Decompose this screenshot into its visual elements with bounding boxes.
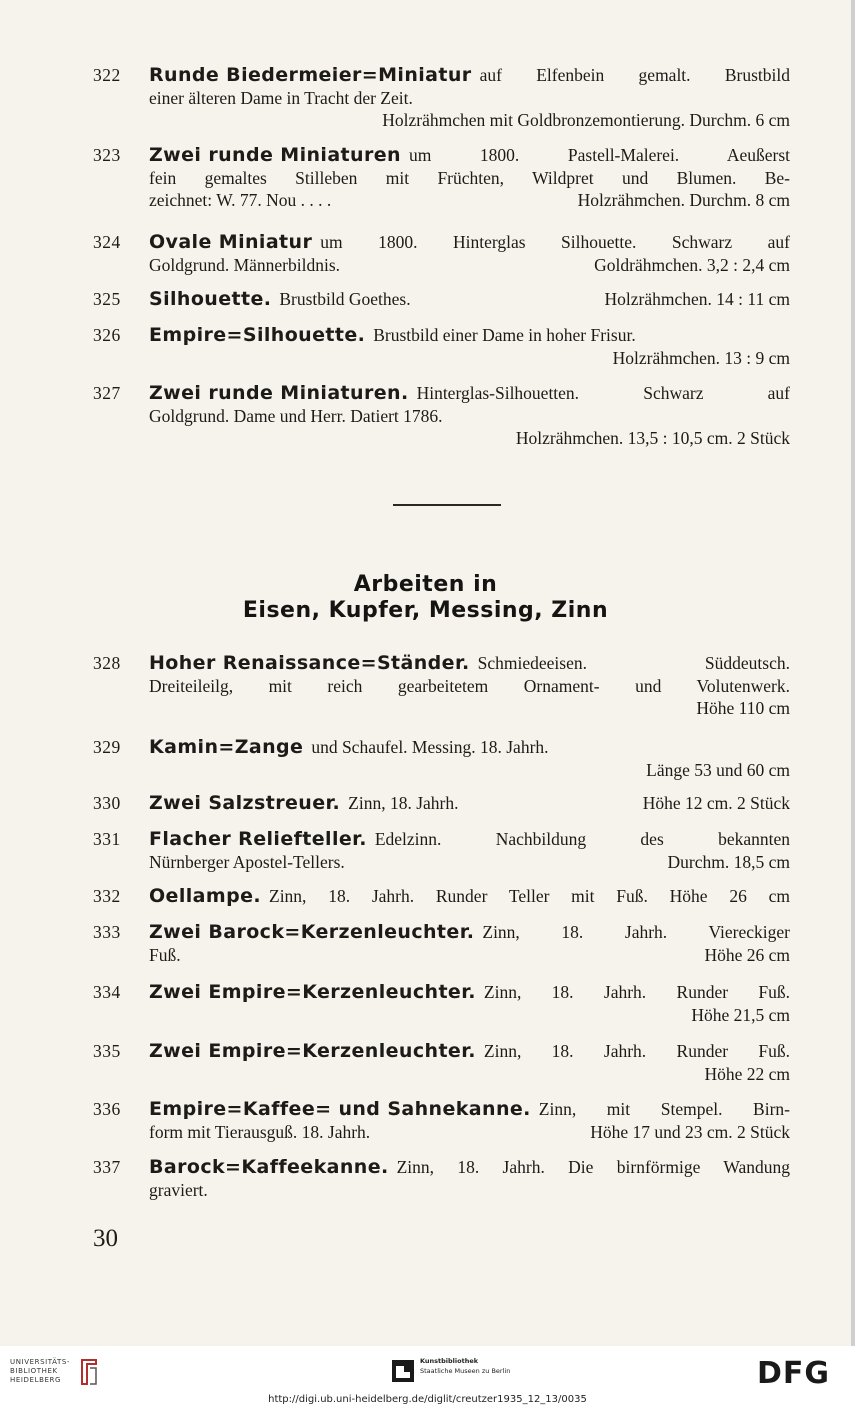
line-right-text: Höhe 17 und 23 cm. 2 Stück <box>590 1121 790 1142</box>
line-right-text: Höhe 12 cm. 2 Stück <box>642 793 790 813</box>
entry-line <box>149 324 790 347</box>
entry-line <box>149 944 790 967</box>
entry-line <box>149 885 790 908</box>
line-text: Zinn, 18. Jahrh. Die birnförmige Wandung <box>396 1157 790 1177</box>
entry-line <box>149 828 790 851</box>
catalog-entry <box>93 981 790 1026</box>
line-text: Holzrähmchen mit Goldbronzemontierung. Durchm. 6 cm <box>382 110 790 130</box>
line-text: einer älteren Dame in Tracht der Zeit. <box>149 87 413 108</box>
line-text: um 1800. Hinterglas Silhouette. Schwarz auf <box>320 232 790 252</box>
line-text: Zinn, mit Stempel. Birn- <box>538 1099 790 1119</box>
line-text: Länge 53 und 60 cm <box>646 759 790 780</box>
kunstbibliothek-subtitle: Staatliche Museen zu Berlin <box>420 1367 511 1375</box>
university-line-1: UNIVERSITÄTS- <box>10 1358 71 1366</box>
entry-line <box>149 921 790 944</box>
kunstbibliothek-name: Kunstbibliothek <box>420 1357 479 1365</box>
line-text: Zinn, 18. Jahrh. Runder Fuß. <box>483 982 790 1002</box>
catalog-entry <box>93 64 790 132</box>
dfg-logo: DFG <box>757 1356 831 1391</box>
lot-number: 323 <box>93 145 121 165</box>
entry-line <box>149 427 790 450</box>
entry-line <box>149 347 790 370</box>
lot-number: 324 <box>93 232 121 252</box>
lot-title: Empire=Silhouette. <box>149 324 366 346</box>
lot-number: 332 <box>93 886 121 906</box>
kunstbibliothek-icon <box>392 1360 414 1382</box>
catalog-entry <box>93 324 790 369</box>
entry-line <box>149 1156 790 1179</box>
line-text: Höhe 110 cm <box>696 698 790 718</box>
line-right-text: Holzrähmchen. Durchm. 8 cm <box>577 190 790 210</box>
lot-title: Hoher Renaissance=Ständer. <box>149 652 470 674</box>
catalog-entry <box>93 921 790 966</box>
entry-line <box>149 1063 790 1086</box>
lot-number: 331 <box>93 829 121 849</box>
entry-line <box>149 1004 790 1027</box>
lot-title: Zwei runde Miniaturen. <box>149 382 409 404</box>
catalog-entry <box>93 652 790 720</box>
lot-title: Silhouette. <box>149 288 272 310</box>
lot-title: Zwei Empire=Kerzenleuchter. <box>149 1040 476 1062</box>
entry-text <box>149 324 790 369</box>
lot-number: 325 <box>93 289 121 309</box>
catalog-entry <box>93 792 790 815</box>
entry-text <box>149 231 790 276</box>
line-right-text: Holzrähmchen. 14 : 11 cm <box>604 289 790 309</box>
lot-number: 334 <box>93 982 121 1002</box>
catalog-entry <box>93 1040 790 1085</box>
line-text: Dreiteileilg, mit reich gearbeitetem Ornament- und Volutenwerk. <box>149 675 790 696</box>
entry-text <box>149 288 790 311</box>
entry-line <box>149 167 790 190</box>
entry-line <box>149 675 790 698</box>
entry-line <box>149 189 790 212</box>
lot-title: Flacher Reliefteller. <box>149 828 367 850</box>
lot-title: Zwei Barock=Kerzenleuchter. <box>149 921 475 943</box>
entry-text <box>149 652 790 720</box>
lot-number: 336 <box>93 1099 121 1119</box>
entry-line <box>149 1121 790 1144</box>
university-seal-icon <box>78 1356 100 1388</box>
entry-text <box>149 828 790 873</box>
line-text: Holzrähmchen. 13,5 : 10,5 cm. 2 Stück <box>515 428 790 448</box>
line-left-text: form mit Tierausguß. 18. Jahrh. <box>149 1121 371 1142</box>
line-text: Höhe 21,5 cm <box>691 1004 790 1025</box>
line-right-text: Durchm. 18,5 cm <box>667 851 790 872</box>
entry-text <box>149 382 790 450</box>
lot-title: Barock=Kaffeekanne. <box>149 1156 389 1178</box>
entry-line <box>149 288 790 311</box>
entry-text <box>149 792 790 815</box>
lot-number: 322 <box>93 65 121 85</box>
entry-line <box>149 1179 790 1202</box>
entry-line <box>149 87 790 110</box>
entry-text <box>149 1098 790 1143</box>
line-text: Hinterglas-Silhouetten. Schwarz auf <box>416 383 790 403</box>
lot-number: 330 <box>93 793 121 813</box>
lot-title: Empire=Kaffee= und Sahnekanne. <box>149 1098 531 1120</box>
entry-text <box>149 736 790 781</box>
catalog-entry <box>93 1156 790 1201</box>
entry-line <box>149 759 790 782</box>
entry-text <box>149 1040 790 1085</box>
catalog-entry <box>93 144 790 212</box>
entry-line <box>149 254 790 277</box>
section-heading-line-2: Eisen, Kupfer, Messing, Zinn <box>242 598 609 623</box>
lot-number: 337 <box>93 1157 121 1177</box>
lot-title: Kamin=Zange <box>149 736 304 758</box>
entry-line <box>149 231 790 254</box>
lot-number: 329 <box>93 737 121 757</box>
section-heading-line-1: Arbeiten in <box>353 572 498 597</box>
entry-text <box>149 144 790 212</box>
lot-title: Ovale Miniatur <box>149 231 313 253</box>
lot-title: Zwei Salzstreuer. <box>149 792 341 814</box>
entry-line <box>149 652 790 675</box>
page-number: 30 <box>93 1225 118 1252</box>
entry-line <box>149 851 790 874</box>
entry-line <box>149 405 790 428</box>
line-left-text: Nürnberger Apostel-Tellers. <box>149 851 345 872</box>
line-text: Zinn, 18. Jahrh. Runder Teller mit Fuß. Höhe 26 cm <box>269 886 790 906</box>
line-left-text: Zinn, 18. Jahrh. <box>348 793 459 813</box>
library-footer <box>0 1346 855 1408</box>
catalog-entry <box>93 1098 790 1143</box>
lot-number: 326 <box>93 325 121 345</box>
entry-line <box>149 792 790 815</box>
entry-text <box>149 64 790 132</box>
lot-title: Zwei Empire=Kerzenleuchter. <box>149 981 476 1003</box>
line-left-text: Goldgrund. Männerbildnis. <box>149 254 341 275</box>
entry-line <box>149 64 790 87</box>
university-line-2: BIBLIOTHEK <box>10 1367 58 1375</box>
lot-title: Zwei runde Miniaturen <box>149 144 401 166</box>
line-text: Schmiedeeisen. Süddeutsch. <box>477 653 790 673</box>
university-line-3: HEIDELBERG <box>10 1376 61 1384</box>
section-divider <box>393 504 501 506</box>
lot-title: Runde Biedermeier=Miniatur <box>149 64 472 86</box>
line-text: Holzrähmchen. 13 : 9 cm <box>612 347 790 368</box>
line-text: und Schaufel. Messing. 18. Jahrh. <box>311 737 549 757</box>
line-right-text: Goldrähmchen. 3,2 : 2,4 cm <box>594 254 790 275</box>
lot-number: 335 <box>93 1041 121 1061</box>
line-text: um 1800. Pastell-Malerei. Aeußerst <box>408 145 790 165</box>
source-url-link[interactable]: http://digi.ub.uni-heidelberg.de/diglit/creutzer1935_12_13/0035 <box>268 1394 587 1405</box>
line-text: Höhe 22 cm <box>704 1063 790 1084</box>
entry-text <box>149 1156 790 1201</box>
line-text: Zinn, 18. Jahrh. Runder Fuß. <box>483 1041 790 1061</box>
line-left-text: Fuß. <box>149 944 181 965</box>
entry-line <box>149 1040 790 1063</box>
lot-number: 333 <box>93 922 121 942</box>
line-text: Brustbild einer Dame in hoher Frisur. <box>373 325 636 345</box>
entry-line <box>149 109 790 132</box>
entry-line <box>149 382 790 405</box>
line-text: Zinn, 18. Jahrh. Viereckiger <box>482 922 790 942</box>
line-left-text: Brustbild Goethes. <box>279 289 411 309</box>
line-right-text: Höhe 26 cm <box>704 944 790 965</box>
line-text: graviert. <box>149 1179 208 1200</box>
entry-text <box>149 981 790 1026</box>
catalog-entry <box>93 828 790 873</box>
catalog-entry <box>93 231 790 276</box>
lot-number: 328 <box>93 653 121 673</box>
line-text: fein gemaltes Stilleben mit Früchten, Wildpret und Blumen. Be- <box>149 167 790 188</box>
catalog-entry <box>93 288 790 311</box>
line-text: auf Elfenbein gemalt. Brustbild <box>479 65 790 85</box>
entry-text <box>149 885 790 908</box>
lot-number: 327 <box>93 383 121 403</box>
entry-line <box>149 981 790 1004</box>
line-text: Edelzinn. Nachbildung des bekannten <box>374 829 790 849</box>
catalog-entry <box>93 736 790 781</box>
catalog-entry <box>93 382 790 450</box>
entry-line <box>149 1098 790 1121</box>
line-left-text: zeichnet: W. 77. Nou . . . . <box>149 190 332 210</box>
entry-line <box>149 697 790 720</box>
catalog-entry <box>93 885 790 908</box>
entry-text <box>149 921 790 966</box>
entry-line <box>149 736 790 759</box>
lot-title: Oellampe. <box>149 885 261 907</box>
entry-line <box>149 144 790 167</box>
line-text: Goldgrund. Dame und Herr. Datiert 1786. <box>149 405 443 426</box>
